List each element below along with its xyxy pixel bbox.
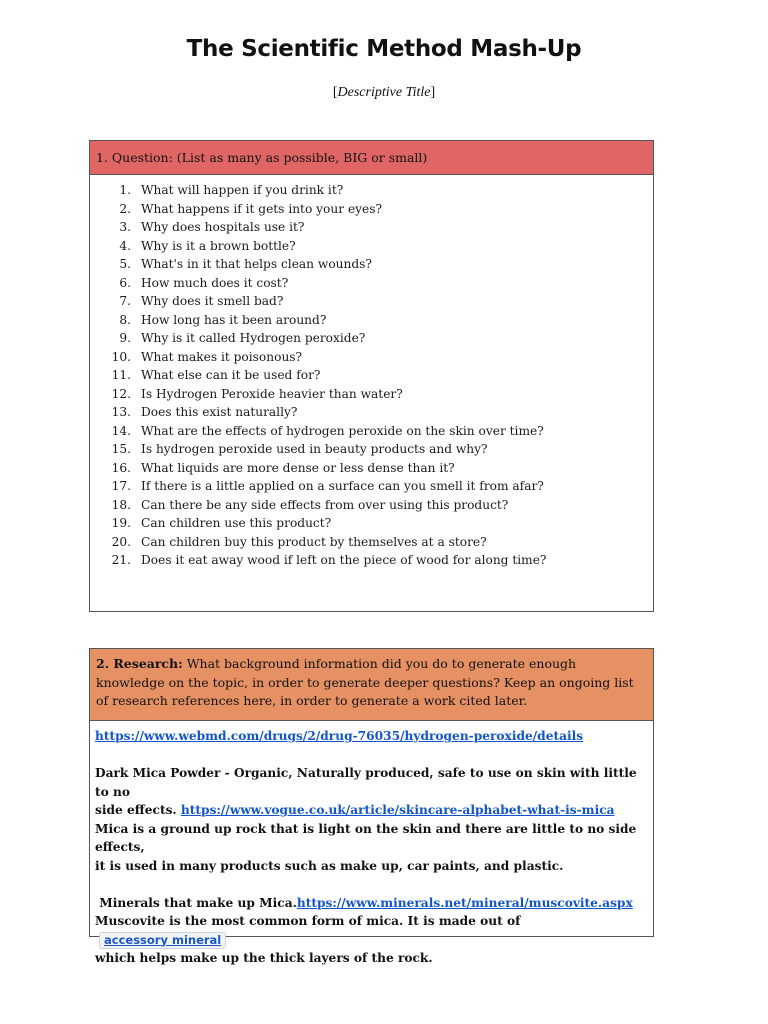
vogue-link[interactable]: https://www.vogue.co.uk/article/skincare-alphabet-what-is-mica <box>180 803 615 817</box>
question-number: 7. <box>119 294 131 308</box>
question-text: What will happen if you drink it? <box>141 183 344 197</box>
question-text: Is Hydrogen Peroxide heavier than water? <box>141 386 403 401</box>
question-text: Why is it called Hydrogen peroxide? <box>141 331 366 345</box>
question-item <box>90 366 653 385</box>
mica-powder-line-2-prefix: side effects. <box>95 803 181 817</box>
minerals-prefix: Minerals that make up Mica. <box>95 895 297 910</box>
accessory-mineral-chip[interactable]: accessory mineral <box>99 932 226 949</box>
question-item <box>90 403 653 422</box>
question-item <box>90 181 653 200</box>
question-item <box>90 237 653 256</box>
question-item <box>90 255 653 274</box>
question-item <box>90 385 653 404</box>
question-section <box>89 140 654 612</box>
subtitle-italic-text: Descriptive Title <box>337 85 431 100</box>
question-number: 1. <box>119 183 131 197</box>
question-item <box>90 329 653 348</box>
document-title: The Scientific Method Mash-Up <box>186 36 582 62</box>
question-text: What makes it poisonous? <box>141 349 303 364</box>
mica-powder-line-1: Dark Mica Powder - Organic, Naturally produced, safe to use on skin with little to no <box>95 766 637 799</box>
question-number: 6. <box>119 275 131 290</box>
subtitle-close-bracket: ] <box>430 85 436 100</box>
muscovite-line-1: Muscovite is the most common form of mica. It is made out of <box>95 914 521 928</box>
question-number: 3. <box>119 220 131 234</box>
question-text: What happens if it gets into your eyes? <box>141 201 383 216</box>
question-text: Why is it a brown bottle? <box>141 238 296 253</box>
question-item <box>90 292 653 311</box>
question-number: 11. <box>111 368 131 382</box>
question-section-header: 1. Question: (List as many as possible, BIG or small) <box>90 141 653 175</box>
question-item <box>90 348 653 367</box>
question-number: 14. <box>111 423 131 438</box>
question-number: 2. <box>119 201 131 216</box>
question-text: Does this exist naturally? <box>141 405 298 419</box>
question-text: How much does it cost? <box>141 275 289 290</box>
question-number: 18. <box>111 497 131 512</box>
webmd-link[interactable]: https://www.webmd.com/drugs/2/drug-76035/hydrogen-peroxide/details <box>95 729 584 743</box>
mica-description-line-2: it is used in many products such as make up, car paints, and plastic. <box>95 858 564 873</box>
question-text: Can there be any side effects from over using this product? <box>141 497 509 512</box>
question-number: 5. <box>119 257 131 271</box>
question-number: 17. <box>111 479 131 493</box>
research-header-label: 2. Research: <box>96 656 183 671</box>
question-text: What's in it that helps clean wounds? <box>141 257 372 271</box>
research-section-header <box>90 649 653 721</box>
question-text: If there is a little applied on a surface can you smell it from afar? <box>141 479 544 493</box>
question-number: 16. <box>111 460 131 475</box>
question-text: Why does it smell bad? <box>141 294 284 308</box>
question-item <box>90 311 653 330</box>
question-text: How long has it been around? <box>141 312 327 327</box>
question-number: 8. <box>119 312 131 327</box>
question-text: What liquids are more dense or less dense than it? <box>141 460 455 475</box>
question-number: 13. <box>111 405 131 419</box>
question-text: What are the effects of hydrogen peroxide on the skin over time? <box>141 423 544 438</box>
question-number: 21. <box>111 553 131 567</box>
question-item <box>90 496 653 515</box>
question-text: What else can it be used for? <box>141 368 321 382</box>
question-item <box>90 440 653 459</box>
question-item <box>90 514 653 533</box>
question-item <box>90 551 653 570</box>
question-item <box>90 218 653 237</box>
question-item <box>90 459 653 478</box>
mica-description-line-1: Mica is a ground up rock that is light on the skin and there are little to no side effects, <box>95 821 637 854</box>
question-text: Why does hospitals use it? <box>141 220 305 234</box>
question-list <box>90 175 653 570</box>
research-section-body <box>90 721 653 968</box>
minerals-link[interactable]: https://www.minerals.net/mineral/muscovite.aspx <box>296 895 633 910</box>
question-item <box>90 274 653 293</box>
document-subtitle <box>0 85 768 101</box>
question-number: 20. <box>111 534 131 549</box>
question-text: Can children buy this product by themselves at a store? <box>141 534 487 549</box>
question-number: 15. <box>111 442 131 456</box>
subtitle-open-bracket: [ <box>332 85 338 100</box>
question-text: Does it eat away wood if left on the piece of wood for along time? <box>141 553 547 567</box>
research-header-text: What background information did you do to generate enough knowledge on the topic, in order to generate deeper questions? Keep an ongoing list of research references here, in order to generate a work cited later. <box>96 656 634 708</box>
muscovite-line-2: which helps make up the thick layers of the rock. <box>95 951 433 965</box>
question-item <box>90 422 653 441</box>
question-item <box>90 200 653 219</box>
question-text: Can children use this product? <box>141 516 332 530</box>
question-item <box>90 533 653 552</box>
question-number: 9. <box>119 331 131 345</box>
question-number: 4. <box>119 238 131 253</box>
question-text: Is hydrogen peroxide used in beauty products and why? <box>141 442 488 456</box>
research-section <box>89 648 654 965</box>
question-number: 10. <box>111 349 131 364</box>
question-number: 12. <box>111 386 131 401</box>
question-item <box>90 477 653 496</box>
question-number: 19. <box>111 516 131 530</box>
